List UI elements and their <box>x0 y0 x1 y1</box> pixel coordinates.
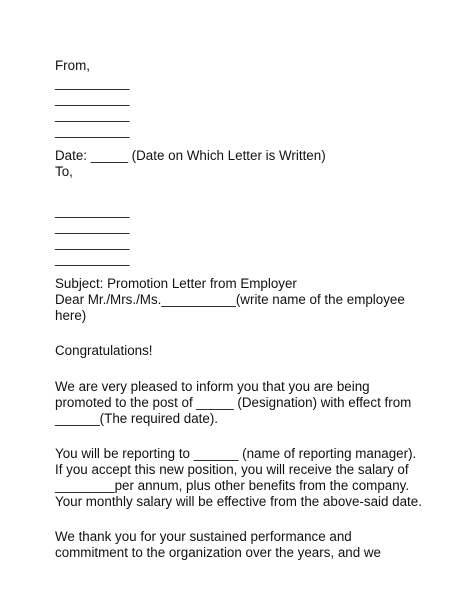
from-line-3: __________ <box>55 107 130 122</box>
from-line-2: __________ <box>55 91 130 106</box>
to-line-4: __________ <box>55 251 130 266</box>
paragraph1-line-2: promoted to the post of _____ (Designation) with effect from <box>55 395 412 410</box>
paragraph3-line-1: We thank you for your sustained performance and <box>55 529 352 544</box>
subject-line: Subject: Promotion Letter from Employer <box>55 276 297 291</box>
paragraph2-line-4: Your monthly salary will be effective from the above-said date. <box>55 494 422 509</box>
from-line-1: __________ <box>55 75 130 90</box>
paragraph3-line-2: commitment to the organization over the years, and we <box>55 545 382 560</box>
paragraph2-line-2: If you accept this new position, you will receive the salary of <box>55 462 409 477</box>
salutation-line-2: here) <box>55 308 87 323</box>
from-line-4: __________ <box>55 123 130 138</box>
salutation-line-1: Dear Mr./Mrs./Ms.__________(write name of the employee <box>55 292 405 307</box>
date-line: Date: _____ (Date on Which Letter is Written) <box>55 148 326 163</box>
from-label: From, <box>55 58 90 73</box>
congratulations-line: Congratulations! <box>55 343 153 358</box>
paragraph2-line-3: ________per annum, plus other benefits from the company. <box>55 478 410 493</box>
to-label: To, <box>55 164 73 179</box>
to-line-1: __________ <box>55 203 130 218</box>
to-line-3: __________ <box>55 235 130 250</box>
paragraph1-line-1: We are very pleased to inform you that you are being <box>55 379 370 394</box>
paragraph1-line-3: ______(The required date). <box>55 411 219 426</box>
paragraph2-line-1: You will be reporting to ______ (name of reporting manager). <box>55 446 417 461</box>
to-line-2: __________ <box>55 219 130 234</box>
